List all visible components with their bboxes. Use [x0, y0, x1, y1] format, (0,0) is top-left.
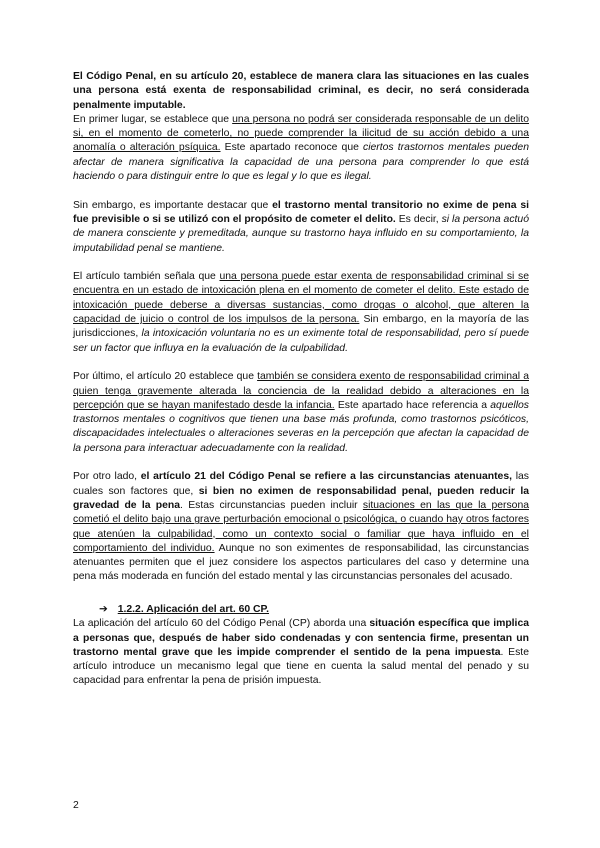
underlined-segment: una persona puede estar exenta de responsabilidad criminal si se encuentra en un estado de intoxicación plena en el momento de cometer el delito. Este estado de intoxicación puede deberse a diversas sustancias, como drogas o alcohol, que alteren la capacidad de juicio o control de los impulsos de la persona.	[73, 271, 529, 326]
text-segment: La aplicación del artículo 60 del Código Penal (CP) aborda una	[73, 618, 370, 630]
text-segment: Este apartado reconoce que	[220, 142, 363, 154]
text-segment: El artículo también señala que	[73, 271, 220, 283]
intro-bold: El Código Penal, en su artículo 20, establece de manera clara las situaciones en las cuales una persona está exenta de responsabilidad criminal, es decir, no será considerada penalmente imputable.	[73, 71, 529, 111]
section-title: 1.2.2. Aplicación del art. 60 CP.	[117, 603, 270, 615]
bold-segment: el trastorno mental transitorio no exime de pena si fue previsible o si se utilizó con el propósito de cometer el delito.	[73, 199, 529, 225]
text-segment: Este apartado hace referencia a	[334, 399, 491, 411]
italic-segment: la intoxicación voluntaria no es un eximente total de responsabilidad, pero sí puede ser un factor que influya en la evaluación de la culpabilidad.	[73, 328, 529, 354]
paragraph-transitory-disorder	[73, 199, 529, 256]
text-segment: Es decir,	[395, 213, 442, 225]
page-number: 2	[73, 800, 79, 811]
paragraph-article-21	[73, 470, 529, 584]
text-segment: . Estas circunstancias pueden incluir	[180, 499, 363, 511]
underlined-segment: situaciones en las que la persona cometió el delito bajo una grave perturbación emocional o psicológica, o cuando hay otros factores que atenúen la culpabilidad, como un contexto social o familiar que haya influido en el comportamiento del individuo.	[73, 499, 530, 554]
bold-segment: situación específica que implica a personas que, después de haber sido condenadas y con sentencia firme, presentan un trastorno mental grave que les impide comprender el sentido de la pena impuesta	[73, 618, 529, 658]
paragraph-perception-alterations	[73, 370, 529, 456]
text-segment: las cuales son factores que,	[73, 471, 529, 497]
text-segment: Aunque no son eximentes de responsabilidad, las circunstancias atenuantes permiten que el juez considere los aspectos particulares del caso y determine una pena más moderada en función del estado mental y las circunstancias personales del acusado.	[73, 542, 529, 583]
underlined-segment: también se considera exento de responsabilidad criminal a quien tenga gravemente alterada la conciencia de la realidad debido a alteraciones en la percepción que se hayan manifestado desde la infancia.	[73, 371, 529, 411]
italic-segment: aquellos trastornos mentales o cognitivos que tienen una base más profunda, como trastornos psicóticos, discapacidades intelectuales o alteraciones severas en la percepción que afectan la capacidad de la persona para interactuar adecuadamente con la realidad.	[73, 399, 529, 454]
paragraph-article-60	[73, 617, 529, 688]
paragraph-intoxication	[73, 270, 529, 356]
text-segment: Sin embargo, es importante destacar que	[73, 199, 273, 211]
italic-segment: ciertos trastornos mentales pueden afectar de manera significativa la capacidad de una persona para comprender lo que está haciendo o para distinguir entre lo que es legal y lo que es ilegal.	[73, 142, 529, 183]
text-segment: Por otro lado,	[73, 471, 141, 483]
underlined-segment: una persona no podrá ser considerada responsable de un delito si, en el momento de cometerlo, no puede comprender la ilicitud de su acción debido a una anomalía o alteración psíquica.	[73, 113, 529, 154]
text-segment: . Este artículo introduce un mecanismo legal que tiene en cuenta la salud mental del penado y su capacidad para enfrentar la pena de prisión impuesta.	[73, 646, 529, 687]
bold-segment: el artículo 21 del Código Penal se refiere a las circunstancias atenuantes,	[140, 471, 512, 483]
text-segment: Por último, el artículo 20 establece que	[73, 371, 258, 383]
paragraph-article-20-intro	[73, 70, 529, 184]
arrow-icon: ➔	[99, 603, 108, 615]
text-segment: Sin embargo, en la mayoría de las jurisdicciones,	[73, 314, 529, 340]
italic-segment: si la persona actuó de manera consciente y premeditada, aunque su trastorno haya influido en su comportamiento, la imputabilidad penal se mantiene.	[73, 213, 529, 254]
page-body	[73, 70, 529, 689]
section-heading	[99, 603, 529, 617]
bold-segment: si bien no eximen de responsabilidad penal, pueden reducir la gravedad de la pena	[73, 485, 529, 511]
text-segment: En primer lugar, se establece que	[73, 113, 233, 125]
